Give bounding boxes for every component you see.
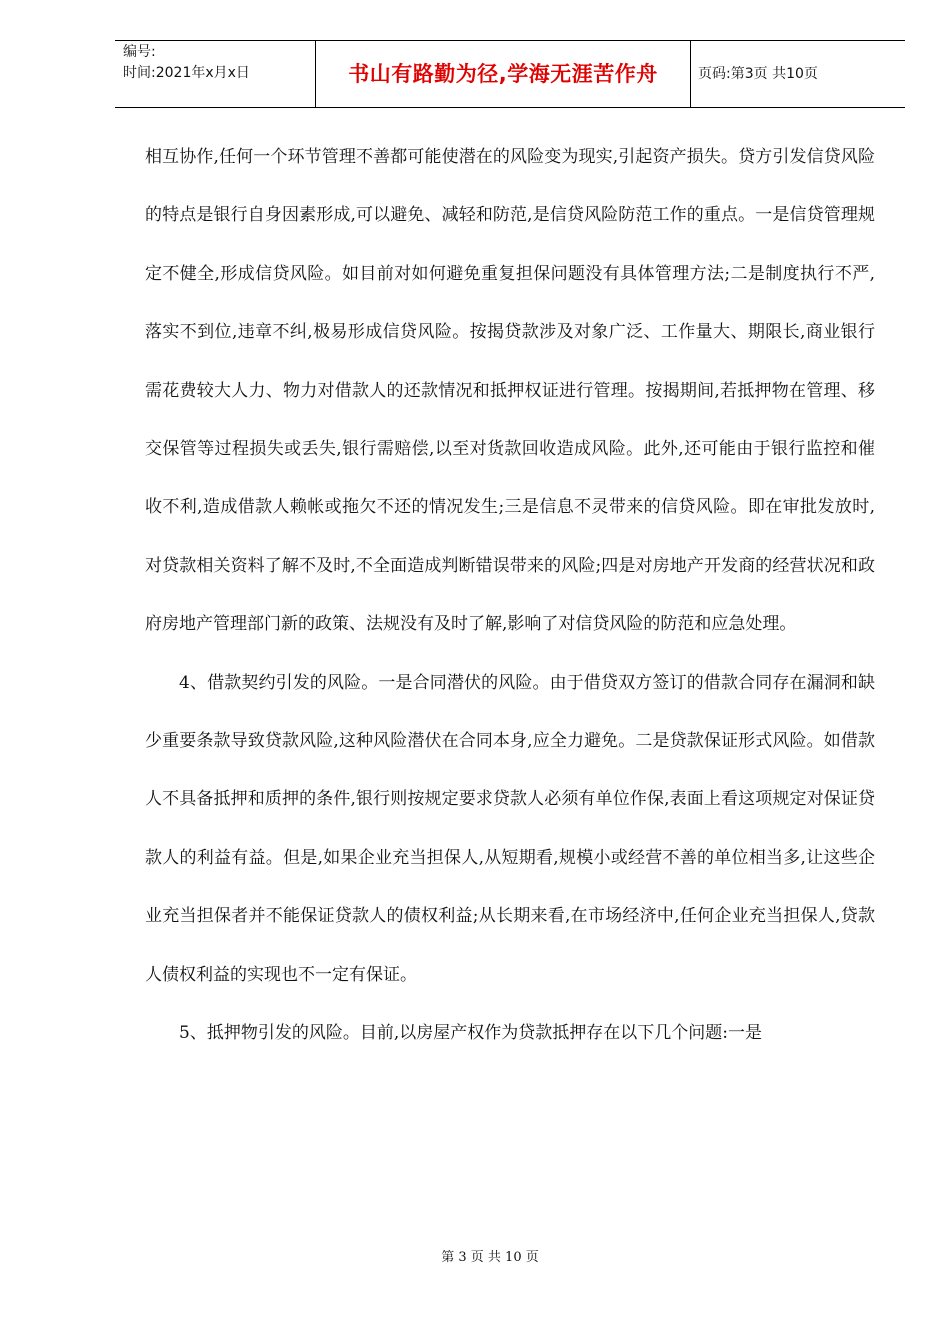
header-meta — [115, 41, 315, 107]
document-body — [145, 128, 875, 1063]
paragraph-contract-risk: 4、借款契约引发的风险。一是合同潜伏的风险。由于借贷双方签订的借款合同存在漏洞和缺少重要条款导致贷款风险,这种风险潜伏在合同本身,应全力避免。二是贷款保证形式风险。如借款人不具备抵押和质押的条件,银行则按规定要求贷款人必须有单位作保,表面上看这项规定对保证贷款人的利益有益。但是,如果企业充当担保人,从短期看,规模小或经营不善的单位相当多,让这些企业充当担保者并不能保证贷款人的债权利益;从长期来看,在市场经济中,任何企业充当担保人,贷款人债权利益的实现也不一定有保证。 — [145, 672, 875, 985]
header-page-label: 页码:第3页 共10页 — [698, 66, 818, 82]
header-motto: 书山有路勤为径,学海无涯苦作舟 — [315, 41, 691, 107]
page-header — [115, 40, 905, 108]
paragraph-continuation: 相互协作,任何一个环节管理不善都可能使潜在的风险变为现实,引起资产损失。贷方引发信贷风险的特点是银行自身因素形成,可以避免、减轻和防范,是信贷风险防范工作的重点。一是信贷管理规定不健全,形成信贷风险。如目前对如何避免重复担保问题没有具体管理方法;二是制度执行不严,落实不到位,违章不纠,极易形成信贷风险。按揭贷款涉及对象广泛、工作量大、期限长,商业银行需花费较大人力、物力对借款人的还款情况和抵押权证进行管理。按揭期间,若抵押物在管理、移交保管等过程损失或丢失,银行需赔偿,以至对货款回收造成风险。此外,还可能由于银行监控和催收不利,造成借款人赖帐或拖欠不还的情况发生;三是信息不灵带来的信贷风险。即在审批发放时,对贷款相关资料了解不及时,不全面造成判断错误带来的风险;四是对房地产开发商的经营状况和政府房地产管理部门新的政策、法规没有及时了解,影响了对信贷风险的防范和应急处理。 — [145, 147, 875, 635]
document-time-label: 时间:2021年x月x日 — [123, 65, 250, 81]
document-number-label: 编号: — [123, 44, 156, 60]
paragraph-collateral-risk: 5、抵押物引发的风险。目前,以房屋产权作为贷款抵押存在以下几个问题:一是 — [179, 1023, 762, 1044]
page-footer: 第 3 页 共 10 页 — [441, 1250, 539, 1265]
